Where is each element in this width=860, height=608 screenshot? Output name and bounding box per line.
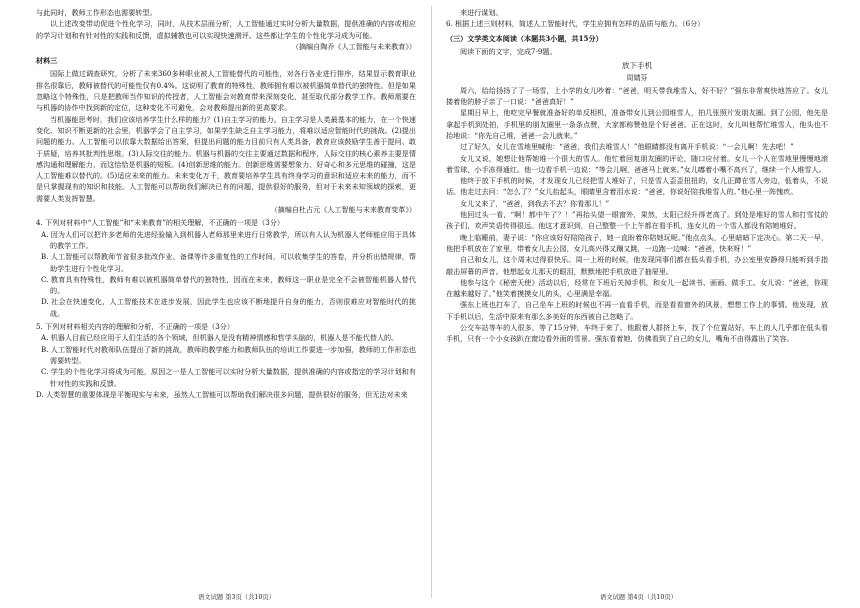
right-paragraph-2: （三）文学类文本阅读（本题共3小题，共15分） bbox=[446, 33, 603, 43]
right-paragraph-8: 过了好久，女儿在雪地里喊他：“爸爸，我们去堆雪人！”他眼睛都没有离开手机说：“一会儿啊！先去吧！” bbox=[460, 142, 794, 152]
right-paragraph-3: 阅读下面的文字，完成7-9题。 bbox=[460, 46, 557, 56]
right-paragraph-1: 6. 根据上述三则材料，简述人工智能时代，学生应拥有怎样的品质与能力。（6分） bbox=[446, 19, 705, 29]
left-column bbox=[36, 7, 416, 400]
column-divider bbox=[431, 6, 432, 598]
left-paragraph-9: B. 人工智能可以帮教师节省很多批改作业、备课等许多重复性的工作时间，可以收集学生的答卷，并分析出错规律，帮助学生进行个性化学习。 bbox=[41, 252, 416, 273]
right-column bbox=[446, 7, 828, 345]
right-paragraph-7: 星期日早上，他吃完早餐就准备好的单反相机，准备带女儿到公园堆雪人，拍几张照片发朋友圈。到了公园，他先是拿起手机到处拍，手机里的朋友圈里一条条点赞，大家都称赞他是个好爸爸。正在这时，女儿叫他帮忙堆雪人，他头也不抬地说：“你先自己堆，爸爸一会儿就来。” bbox=[446, 108, 828, 140]
right-paragraph-14: 自己和女儿，这个周末过得很快乐。周一上班的时候，他发现同事们都在低头看手机，办公室里安静得只能听到手指敲击屏幕的声音。他想起女儿那天的眼泪，默默地把手机放进了抽屉里。 bbox=[446, 255, 828, 276]
left-paragraph-2: （摘编自陶乔《人工智能与未来教育》） bbox=[291, 41, 416, 51]
left-paragraph-4: 国际上做过调查研究，分析了未来360多种职业被人工智能替代的可能性，对各行各业进行排序，结果显示教育职业排名很靠后，教师被替代的可能性仅有0.4%。这说明了教育的特殊性，教师拥有难以被机器简单替代的独特性。但是如果忽略这个特殊性，只是把教师当作知识的传授者，人工智能会对教育带来深刻变化，甚至取代部分教学工作。教师需要在与机器的协作中找到新的定位，这种变化不可避免，会对教师提出新的更高要求。 bbox=[36, 69, 416, 113]
right-paragraph-15: 他参与这个《秘密天使》活动以后，经常在下班后关掉手机，和女儿一起读书、画画、做手工。女儿说：“爸爸，你现在越来越好了。”他笑着摸摸女儿的头，心里满是幸福。 bbox=[446, 277, 828, 299]
right-paragraph-11: 女儿又来了，“爸爸，到我去不去？你看那儿！” bbox=[460, 198, 610, 208]
left-paragraph-11: D. 社会在快速变化，人工智能技术在进步发展，因此学生也应该不断地提升自身的能力，否则很难应对智能时代的挑战。 bbox=[41, 297, 416, 318]
right-paragraph-17: 公交车站等车的人很多，等了15分钟，车终于来了。他跟着人群挤上车，找了个位置站好。车上的人几乎都在低头看手机，只有一个小女孩趴在窗边看外面的雪景。强东看着她，仿佛看到了自己的女儿，嘴角不由得露出了笑容。 bbox=[446, 323, 828, 344]
left-paragraph-5: 当机器能思考时，我们应该培养学生什么样的能力？(1)自主学习的能力。自主学习是人类最基本的能力，在一个快速变化、知识不断更新的社会里，机器学会了自主学习，如果学生缺乏自主学习能力，将难以适应智能时代的挑战。(2)提出问题的能力。人工智能可以依靠大数据给出答案，但提出问题的能力目前只有人类具备，教育应该鼓励学生善于提问、敢于质疑，培养其批判性思维。(3)人际交往的能力。机器与机器的交往主要通过数据和程序，人际交往的核心素养主要是情感沟通和理解能力，而这恰恰是机器的短板。(4)创新思维的能力。创新思维需要想象力、好奇心和多元思维的碰撞，这是人工智能难以替代的。(5)适应未来的能力。未来变化万千，教育要培养学生具有终身学习的意识和适应未来的能力，而不是只掌握现有的知识和技能。人工智能可以帮助我们解决已有的问题，提供很好的服务，但对于未来未知领域的探索，更需要人类发挥智慧。 bbox=[36, 114, 416, 203]
left-paragraph-15: C. 学生的个性化学习将成为可能，原因之一是人工智能可以实时分析大量数据，提供准确的内容或指定的学习计划和有针对性的实践和反馈。 bbox=[41, 367, 416, 388]
right-paragraph-6: 周六，给给扬扬了了一场雪，上小学的女儿吵着：“爸爸，明天带我堆雪人，好不好？”强东非常爽快地答应了。女儿搂着他的脖子亲了一口说：“爸爸真好！” bbox=[446, 85, 828, 107]
left-paragraph-7: 4. 下列对材料中“人工智能”和“未来教育”的相关理解，不正确的一项是（3分） bbox=[36, 218, 284, 228]
left-paragraph-16: D. 人类智慧的重要体现是平衡现实与未来，虽然人工智能可以帮助我们解决很多问题，提供很好的服务，但无法对未来 bbox=[36, 389, 408, 399]
right-paragraph-5: 周婧芬 bbox=[626, 73, 648, 83]
left-paragraph-0: 与此同时，教师工作形态也需要转型。 bbox=[36, 8, 157, 17]
left-paragraph-13: A. 机器人目前已经应用于人们生活的各个领域，但机器人是没有精神情感和哲学头脑的，机器人是不能代替人的。 bbox=[41, 333, 399, 343]
left-paragraph-1: 以上述改变带动促进个性化学习，同时，从技术层面分析，人工智能通过实时分析大量数据，提供准确的内容或相应的学习计划和有针对性的实践和反馈，虚拟辅教也可以实现快速测评。这些都让学生的个性化学习成为可能。 bbox=[36, 19, 416, 40]
footer-page-3: 语文试题 第3页（共10页） bbox=[198, 594, 275, 601]
right-paragraph-13: 晚上临睡前，妻子说：“你应该好好陪陪孩子，她一直盼着你陪她玩呢。”他点点头，心里暗暗下定决心。第二天一早，他把手机放在了家里，带着女儿去公园，女儿高兴得又蹦又跳，一边跑一边喊：“爸爸，快来呀！” bbox=[446, 232, 828, 253]
right-paragraph-16: 强东上班也打车了，自己坐车上班的时候也不再一直看手机，而是看看窗外的风景，想想工作上的事情。他发现，放下手机以后，生活中原来有那么多美好的东西被自己忽略了。 bbox=[446, 300, 828, 321]
right-paragraph-12: 他回过头一看，“啊！都中午了？！”再抬头望一眼窗外，果然，太阳已经升得老高了。到处是堆好的雪人和打雪仗的孩子们，欢声笑语传得很远。他这才意识到，自己整整一个上午都在看手机，连女儿的一个雪人都没有陪她堆好。 bbox=[446, 210, 828, 231]
left-paragraph-10: C. 教育具有特殊性，教师有难以被机器简单替代的独特性，因而在未来，教师这一职业是完全不会被智能机器人替代的。 bbox=[41, 274, 416, 296]
right-paragraph-4: 放下手机 bbox=[621, 61, 653, 71]
left-paragraph-6: （摘编自杜占元《人工智能与未来教育变革》） bbox=[270, 205, 416, 215]
right-paragraph-10: 他终于放下手机的时候，才发现女儿已经把雪人堆好了，只是雪人歪歪扭扭的，女儿正蹲在雪人旁边，低着头，不说话。他走过去问：“怎么了？”女儿抬起头，眼睛里含着泪水说：“爸爸，你说好陪我堆雪人的。”他心里一阵愧疚。 bbox=[446, 176, 828, 197]
left-paragraph-12: 5. 下列对材料相关内容的理解和分析，不正确的一项是（3分） bbox=[36, 322, 234, 332]
footer-page-4: 语文试题 第4页（共10页） bbox=[600, 594, 677, 601]
left-paragraph-14: B. 人工智能时代对教师队伍提出了新的挑战，教师的教学能力和教师队伍的培训工作要进一步加强，教师的工作形态也需要转型。 bbox=[41, 344, 416, 365]
right-paragraph-0: 来进行谋划。 bbox=[460, 8, 503, 17]
left-paragraph-3: 材料三 bbox=[36, 56, 58, 66]
right-paragraph-9: 女儿又说，她想让他帮她堆一个很大的雪人。他忙着回复朋友圈的评论，随口应付着。女儿一个人在雪地里慢慢地滚着雪球，小手冻得通红。他一边看手机一边说：“等会儿啊，爸爸马上就来。”女儿嘟着小嘴不高兴了，继续一个人堆雪人。 bbox=[446, 153, 828, 174]
left-paragraph-8: A. 因为人们可以把许多老师的先进经验输入到机器人老师那里来进行日常教学，所以有人认为机器人老师能应用于具体的教学工作。 bbox=[41, 229, 416, 250]
